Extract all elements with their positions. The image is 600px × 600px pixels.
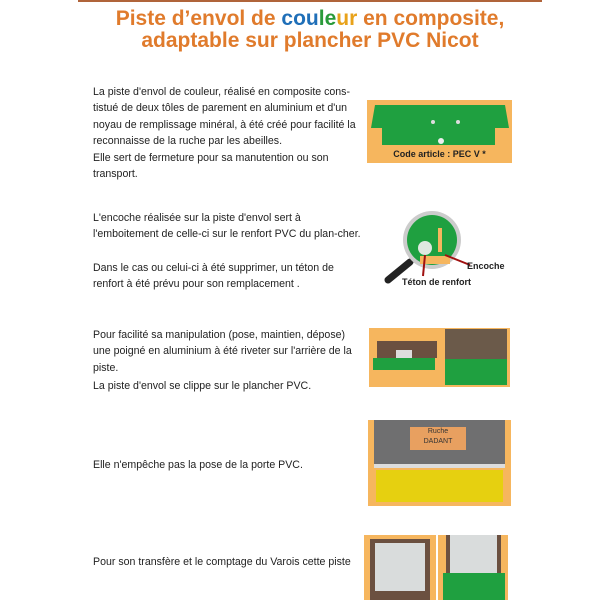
door-image: [368, 420, 511, 506]
yellow-board: [376, 470, 503, 502]
section5-paragraph: Pour son transfère et le comptage du Varois cette piste: [93, 556, 351, 568]
title-color-word-yellow: ur: [336, 7, 358, 30]
section2-paragraph2: Dans le cas ou celui-ci à été supprimer, un téton de renfort à été prévu pour son remplacement .: [93, 262, 334, 291]
varroa-image-2: [438, 535, 508, 600]
section3-paragraph2: La piste d'envol se clippe sur le plancher PVC.: [93, 380, 312, 392]
green-board: [443, 573, 505, 600]
encoche-label: Encoche: [467, 261, 505, 271]
tray: [375, 543, 425, 591]
tray: [450, 535, 497, 573]
door-edge: [374, 464, 505, 468]
title-color-word-blue: cou: [281, 7, 319, 30]
green-board-2: [445, 359, 507, 385]
flight-board-image: [367, 100, 512, 163]
section2-paragraph1: L'encoche réalisée sur la piste d'envol sert à l'emboitement de celle-ci sur le renfort PVC du plan-cher.: [93, 212, 361, 241]
sign-line1: Ruche: [427, 428, 449, 435]
section3-paragraph1: Pour facilité sa manipulation (pose, maintien, dépose) une poigné en aluminium à été riveter sur l'arrière de la piste.: [93, 329, 352, 374]
green-board: [373, 358, 435, 370]
top-rule: [78, 0, 542, 2]
varroa-image-1: [364, 535, 436, 600]
title-text: en composite,: [357, 7, 505, 30]
hive-floor-photo-2: [445, 329, 507, 359]
page-title-line1: [60, 8, 560, 30]
handle-images: [369, 328, 510, 387]
section1-paragraph2: Elle sert de fermeture pour sa manutention ou son transport.: [93, 152, 329, 181]
article-code-caption: Code article : PEC V *: [393, 149, 486, 159]
section4-paragraph: Elle n'empêche pas la pose de la porte PVC.: [93, 459, 303, 471]
section1-paragraph1: La piste d'envol de couleur, réalisé en composite cons-tistué de deux tôles de parement en aluminium et d'un noyau de remplissage minéral, à été créé pour facilité la reconnaisse de la ruche par les abeilles.: [93, 86, 356, 147]
title-color-word-green: le: [318, 7, 337, 30]
sign-line2: DADANT: [423, 438, 453, 445]
teton-label: Téton de renfort: [402, 277, 471, 287]
title-text: Piste d’envol de: [115, 7, 282, 30]
ruche-sign: [410, 427, 466, 450]
page-title-line2: adaptable sur plancher PVC Nicot: [141, 29, 479, 52]
